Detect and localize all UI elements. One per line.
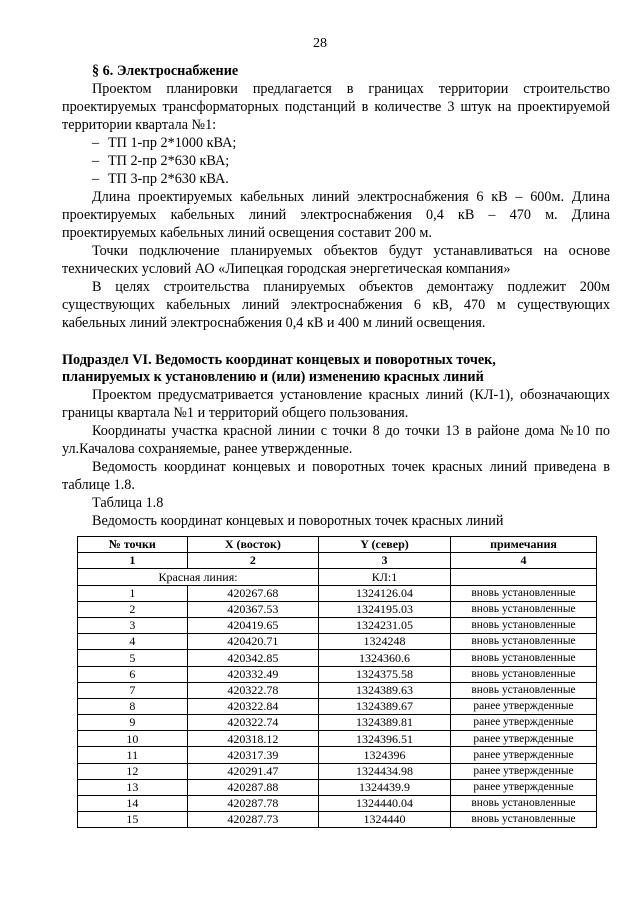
cell-y: 1324375.58 bbox=[319, 666, 451, 682]
cell-y: 1324389.67 bbox=[319, 698, 451, 714]
cell-note: ранее утвержденные bbox=[450, 763, 596, 779]
cell-note: вновь установленные bbox=[450, 634, 596, 650]
list-item-text: ТП 2-пр 2*630 кВА; bbox=[108, 153, 230, 169]
cell-y: 1324195.03 bbox=[319, 601, 451, 617]
list-item bbox=[62, 134, 610, 152]
table-row bbox=[78, 617, 597, 633]
cell-x: 420420.71 bbox=[187, 634, 318, 650]
table-row bbox=[78, 585, 597, 601]
subsection-paragraph-2: Координаты участка красной линии с точки 8 до точки 13 в районе дома №10 по ул.Качалова сохраняемые, ранее утвержденные. bbox=[62, 423, 610, 457]
table-row bbox=[78, 601, 597, 617]
table-row bbox=[78, 698, 597, 714]
cell-note: ранее утвержденные bbox=[450, 731, 596, 747]
cell-point-number: 12 bbox=[78, 763, 188, 779]
list-item bbox=[62, 170, 610, 188]
table-column-number-row bbox=[78, 553, 597, 569]
cell-x: 420419.65 bbox=[187, 617, 318, 633]
cell-y: 1324440 bbox=[319, 812, 451, 828]
cell-point-number: 9 bbox=[78, 715, 188, 731]
red-line-empty bbox=[450, 569, 596, 585]
header-notes: примечания bbox=[450, 537, 596, 553]
cell-y: 1324396 bbox=[319, 747, 451, 763]
table-row bbox=[78, 666, 597, 682]
cell-x: 420342.85 bbox=[187, 650, 318, 666]
table-row bbox=[78, 796, 597, 812]
cell-note: ранее утвержденные bbox=[450, 698, 596, 714]
table-row bbox=[78, 812, 597, 828]
cell-x: 420322.74 bbox=[187, 715, 318, 731]
section-paragraph-2: Длина проектируемых кабельных линий электроснабжения 6 кВ – 600м. Длина проектируемых кабельных линий электроснабжения 0,4 кВ – 470 м. Длина проектируемых кабельных линий освещения составит 200 м. bbox=[62, 189, 610, 241]
cell-x: 420291.47 bbox=[187, 763, 318, 779]
section-paragraph-1: Проектом планировки предлагается в границах территории строительство проектируемых трансформаторных подстанций в количестве 3 штук на проектируемой территории квартала №1: bbox=[62, 81, 610, 133]
cell-y: 1324231.05 bbox=[319, 617, 451, 633]
table-row bbox=[78, 779, 597, 795]
column-number: 2 bbox=[187, 553, 318, 569]
cell-point-number: 6 bbox=[78, 666, 188, 682]
cell-note: вновь установленные bbox=[450, 601, 596, 617]
cell-note: вновь установленные bbox=[450, 585, 596, 601]
cell-point-number: 7 bbox=[78, 682, 188, 698]
cell-y: 1324126.04 bbox=[319, 585, 451, 601]
coordinates-table bbox=[77, 536, 597, 828]
cell-point-number: 4 bbox=[78, 634, 188, 650]
list-dash: – bbox=[92, 153, 100, 169]
cell-x: 420287.88 bbox=[187, 779, 318, 795]
table-row bbox=[78, 650, 597, 666]
list-item-text: ТП 3-пр 2*630 кВА. bbox=[108, 171, 229, 187]
subsection-heading-line-1: Подраздел VI. Ведомость координат концевых и поворотных точек, bbox=[62, 352, 496, 368]
subsection-paragraph-1: Проектом предусматривается установление красных линий (КЛ-1), обозначающих границы квартала №1 и территорий общего пользования. bbox=[62, 387, 610, 421]
header-x: X (восток) bbox=[187, 537, 318, 553]
cell-point-number: 15 bbox=[78, 812, 188, 828]
table-body bbox=[78, 569, 597, 828]
cell-y: 1324389.63 bbox=[319, 682, 451, 698]
cell-point-number: 13 bbox=[78, 779, 188, 795]
document-body bbox=[62, 62, 610, 530]
cell-point-number: 8 bbox=[78, 698, 188, 714]
cell-x: 420322.84 bbox=[187, 698, 318, 714]
cell-point-number: 2 bbox=[78, 601, 188, 617]
list-dash: – bbox=[92, 171, 100, 187]
red-line-label: Красная линия: bbox=[78, 569, 319, 585]
table-label: Таблица 1.8 bbox=[92, 495, 164, 511]
table-row bbox=[78, 715, 597, 731]
cell-note: ранее утвержденные bbox=[450, 747, 596, 763]
cell-x: 420322.78 bbox=[187, 682, 318, 698]
red-line-row bbox=[78, 569, 597, 585]
subsection-paragraph-3: Ведомость координат концевых и поворотных точек красных линий приведена в таблице 1.8. bbox=[62, 459, 610, 493]
cell-y: 1324389.81 bbox=[319, 715, 451, 731]
list-dash: – bbox=[92, 135, 100, 151]
subsection-heading-line-2: планируемых к установлению и (или) изменению красных линий bbox=[62, 369, 484, 385]
header-point-number: № точки bbox=[78, 537, 188, 553]
cell-point-number: 5 bbox=[78, 650, 188, 666]
cell-y: 1324440.04 bbox=[319, 796, 451, 812]
table-title: Ведомость координат концевых и поворотных точек красных линий bbox=[92, 513, 504, 529]
list-item bbox=[62, 152, 610, 170]
page-number: 28 bbox=[313, 36, 327, 51]
cell-note: ранее утвержденные bbox=[450, 779, 596, 795]
cell-note: ранее утвержденные bbox=[450, 715, 596, 731]
cell-x: 420332.49 bbox=[187, 666, 318, 682]
cell-x: 420317.39 bbox=[187, 747, 318, 763]
cell-y: 1324248 bbox=[319, 634, 451, 650]
cell-y: 1324360.6 bbox=[319, 650, 451, 666]
red-line-value: КЛ:1 bbox=[319, 569, 451, 585]
cell-point-number: 14 bbox=[78, 796, 188, 812]
cell-x: 420287.73 bbox=[187, 812, 318, 828]
cell-x: 420267.68 bbox=[187, 585, 318, 601]
subsection-heading bbox=[62, 352, 610, 386]
column-number: 4 bbox=[450, 553, 596, 569]
table-row bbox=[78, 747, 597, 763]
table-row bbox=[78, 731, 597, 747]
cell-y: 1324434.98 bbox=[319, 763, 451, 779]
cell-note: вновь установленные bbox=[450, 812, 596, 828]
cell-x: 420287.78 bbox=[187, 796, 318, 812]
section-paragraph-4: В целях строительства планируемых объектов демонтажу подлежит 200м существующих кабельных линий электроснабжения 6 кВ, 470 м существующих кабельных линий электроснабжения 0,4 кВ и 400 м линий освещения. bbox=[62, 279, 610, 331]
cell-note: вновь установленные bbox=[450, 796, 596, 812]
cell-note: вновь установленные bbox=[450, 666, 596, 682]
list-item-text: ТП 1-пр 2*1000 кВА; bbox=[108, 135, 237, 151]
column-number: 3 bbox=[319, 553, 451, 569]
cell-point-number: 3 bbox=[78, 617, 188, 633]
table-row bbox=[78, 763, 597, 779]
column-number: 1 bbox=[78, 553, 188, 569]
cell-note: вновь установленные bbox=[450, 682, 596, 698]
cell-point-number: 1 bbox=[78, 585, 188, 601]
cell-y: 1324396.51 bbox=[319, 731, 451, 747]
cell-note: вновь установленные bbox=[450, 617, 596, 633]
cell-y: 1324439.9 bbox=[319, 779, 451, 795]
cell-x: 420367.53 bbox=[187, 601, 318, 617]
cell-note: вновь установленные bbox=[450, 650, 596, 666]
table-row bbox=[78, 634, 597, 650]
cell-point-number: 11 bbox=[78, 747, 188, 763]
section-paragraph-3: Точки подключение планируемых объектов будут устанавливаться на основе технических условий АО «Липецкая городская энергетическая компания» bbox=[62, 243, 610, 277]
table-header-row bbox=[78, 537, 597, 553]
cell-x: 420318.12 bbox=[187, 731, 318, 747]
header-y: Y (север) bbox=[319, 537, 451, 553]
table-row bbox=[78, 682, 597, 698]
section-heading: § 6. Электроснабжение bbox=[92, 63, 239, 79]
cell-point-number: 10 bbox=[78, 731, 188, 747]
